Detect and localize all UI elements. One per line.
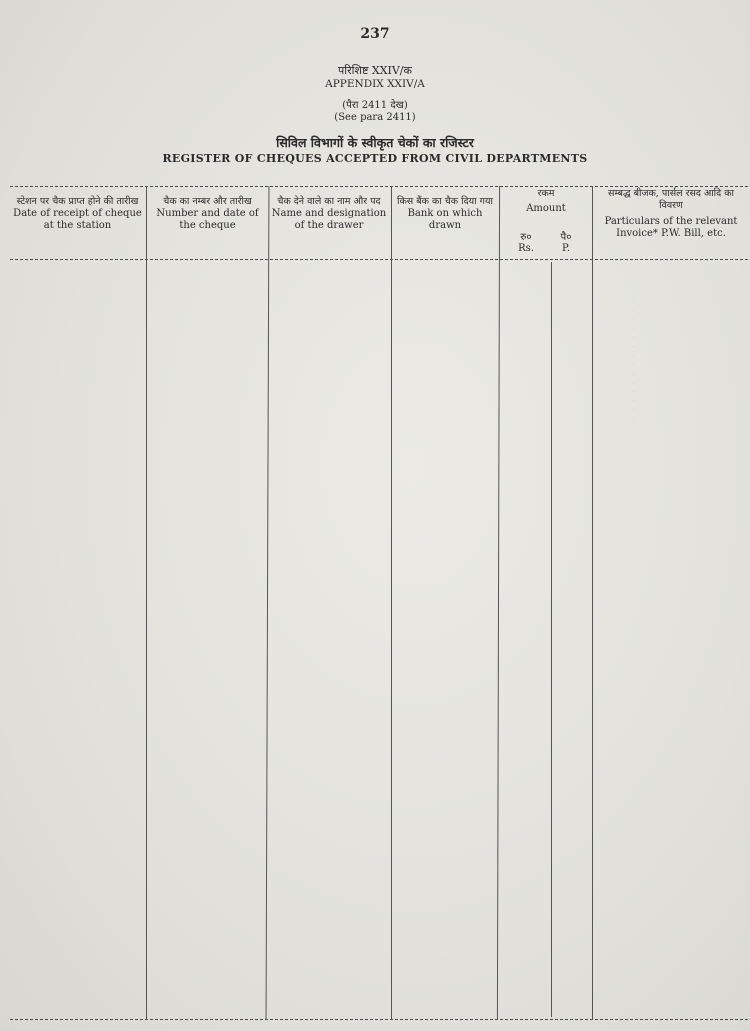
column-header-amount [502,188,590,215]
column-divider [592,186,593,1019]
subheader-hindi: पै० [560,232,572,243]
column-header-bank [395,196,495,232]
column-divider [497,186,500,1019]
bleed-through-text: · · · · · · · · · · · · · · [627,300,640,422]
subheader-english: Rs. [518,243,534,254]
column-header-english: Particulars of the relevant Invoice* P.W. Bill, etc. [604,216,738,239]
amount-subheader-rupees [511,229,541,254]
column-header-english: Bank on which drawn [407,208,483,231]
subheader-hindi: रु० [520,232,532,243]
appendix-title-english: APPENDIX XXIV/A [325,78,425,90]
amount-rs-paise-divider [551,262,552,1017]
para-reference-hindi: (पैरा 2411 देख) [342,100,408,111]
column-header-hindi: रकम [537,188,555,199]
column-header-hindi: चैक का नम्बर और तारीख [163,196,252,207]
table-bottom-rule [10,1019,748,1020]
column-header-cheque-number [150,196,265,232]
header-bottom-rule [10,259,748,260]
appendix-title-hindi: परिशिष्ट XXIV/क [338,64,412,77]
column-divider [391,186,392,1019]
subheader-english: P. [562,243,570,254]
page-number: 237 [360,26,390,42]
column-header-hindi: किस बैंक का चैक दिया गया [397,196,493,207]
column-divider [146,186,147,1019]
column-divider [266,186,270,1019]
column-header-hindi: सम्बद्ध बीजक, पार्सल रसद आदि का विवरण [608,188,734,211]
column-header-date-receipt [10,196,145,232]
column-header-english: Number and date of the cheque [156,208,259,231]
column-header-hindi: चैक देने वाले का नाम और पद [277,196,381,207]
column-header-drawer [270,196,388,232]
column-header-english: Name and designation of the drawer [271,208,387,231]
column-header-english: Amount [526,203,566,214]
column-header-hindi: स्टेशन पर चैक प्राप्त होने की तारीख [16,196,139,207]
register-title-hindi: सिविल विभागों के स्वीकृत चेकों का रजिस्टर [276,135,474,150]
register-title-english: REGISTER OF CHEQUES ACCEPTED FROM CIVIL DEPARTMENTS [162,152,588,165]
amount-subheader-paise [551,229,581,254]
column-header-english: Date of receipt of cheque at the station [13,208,142,231]
para-reference-english: (See para 2411) [334,112,416,123]
table-top-rule [10,186,748,187]
column-header-particulars [596,188,746,240]
